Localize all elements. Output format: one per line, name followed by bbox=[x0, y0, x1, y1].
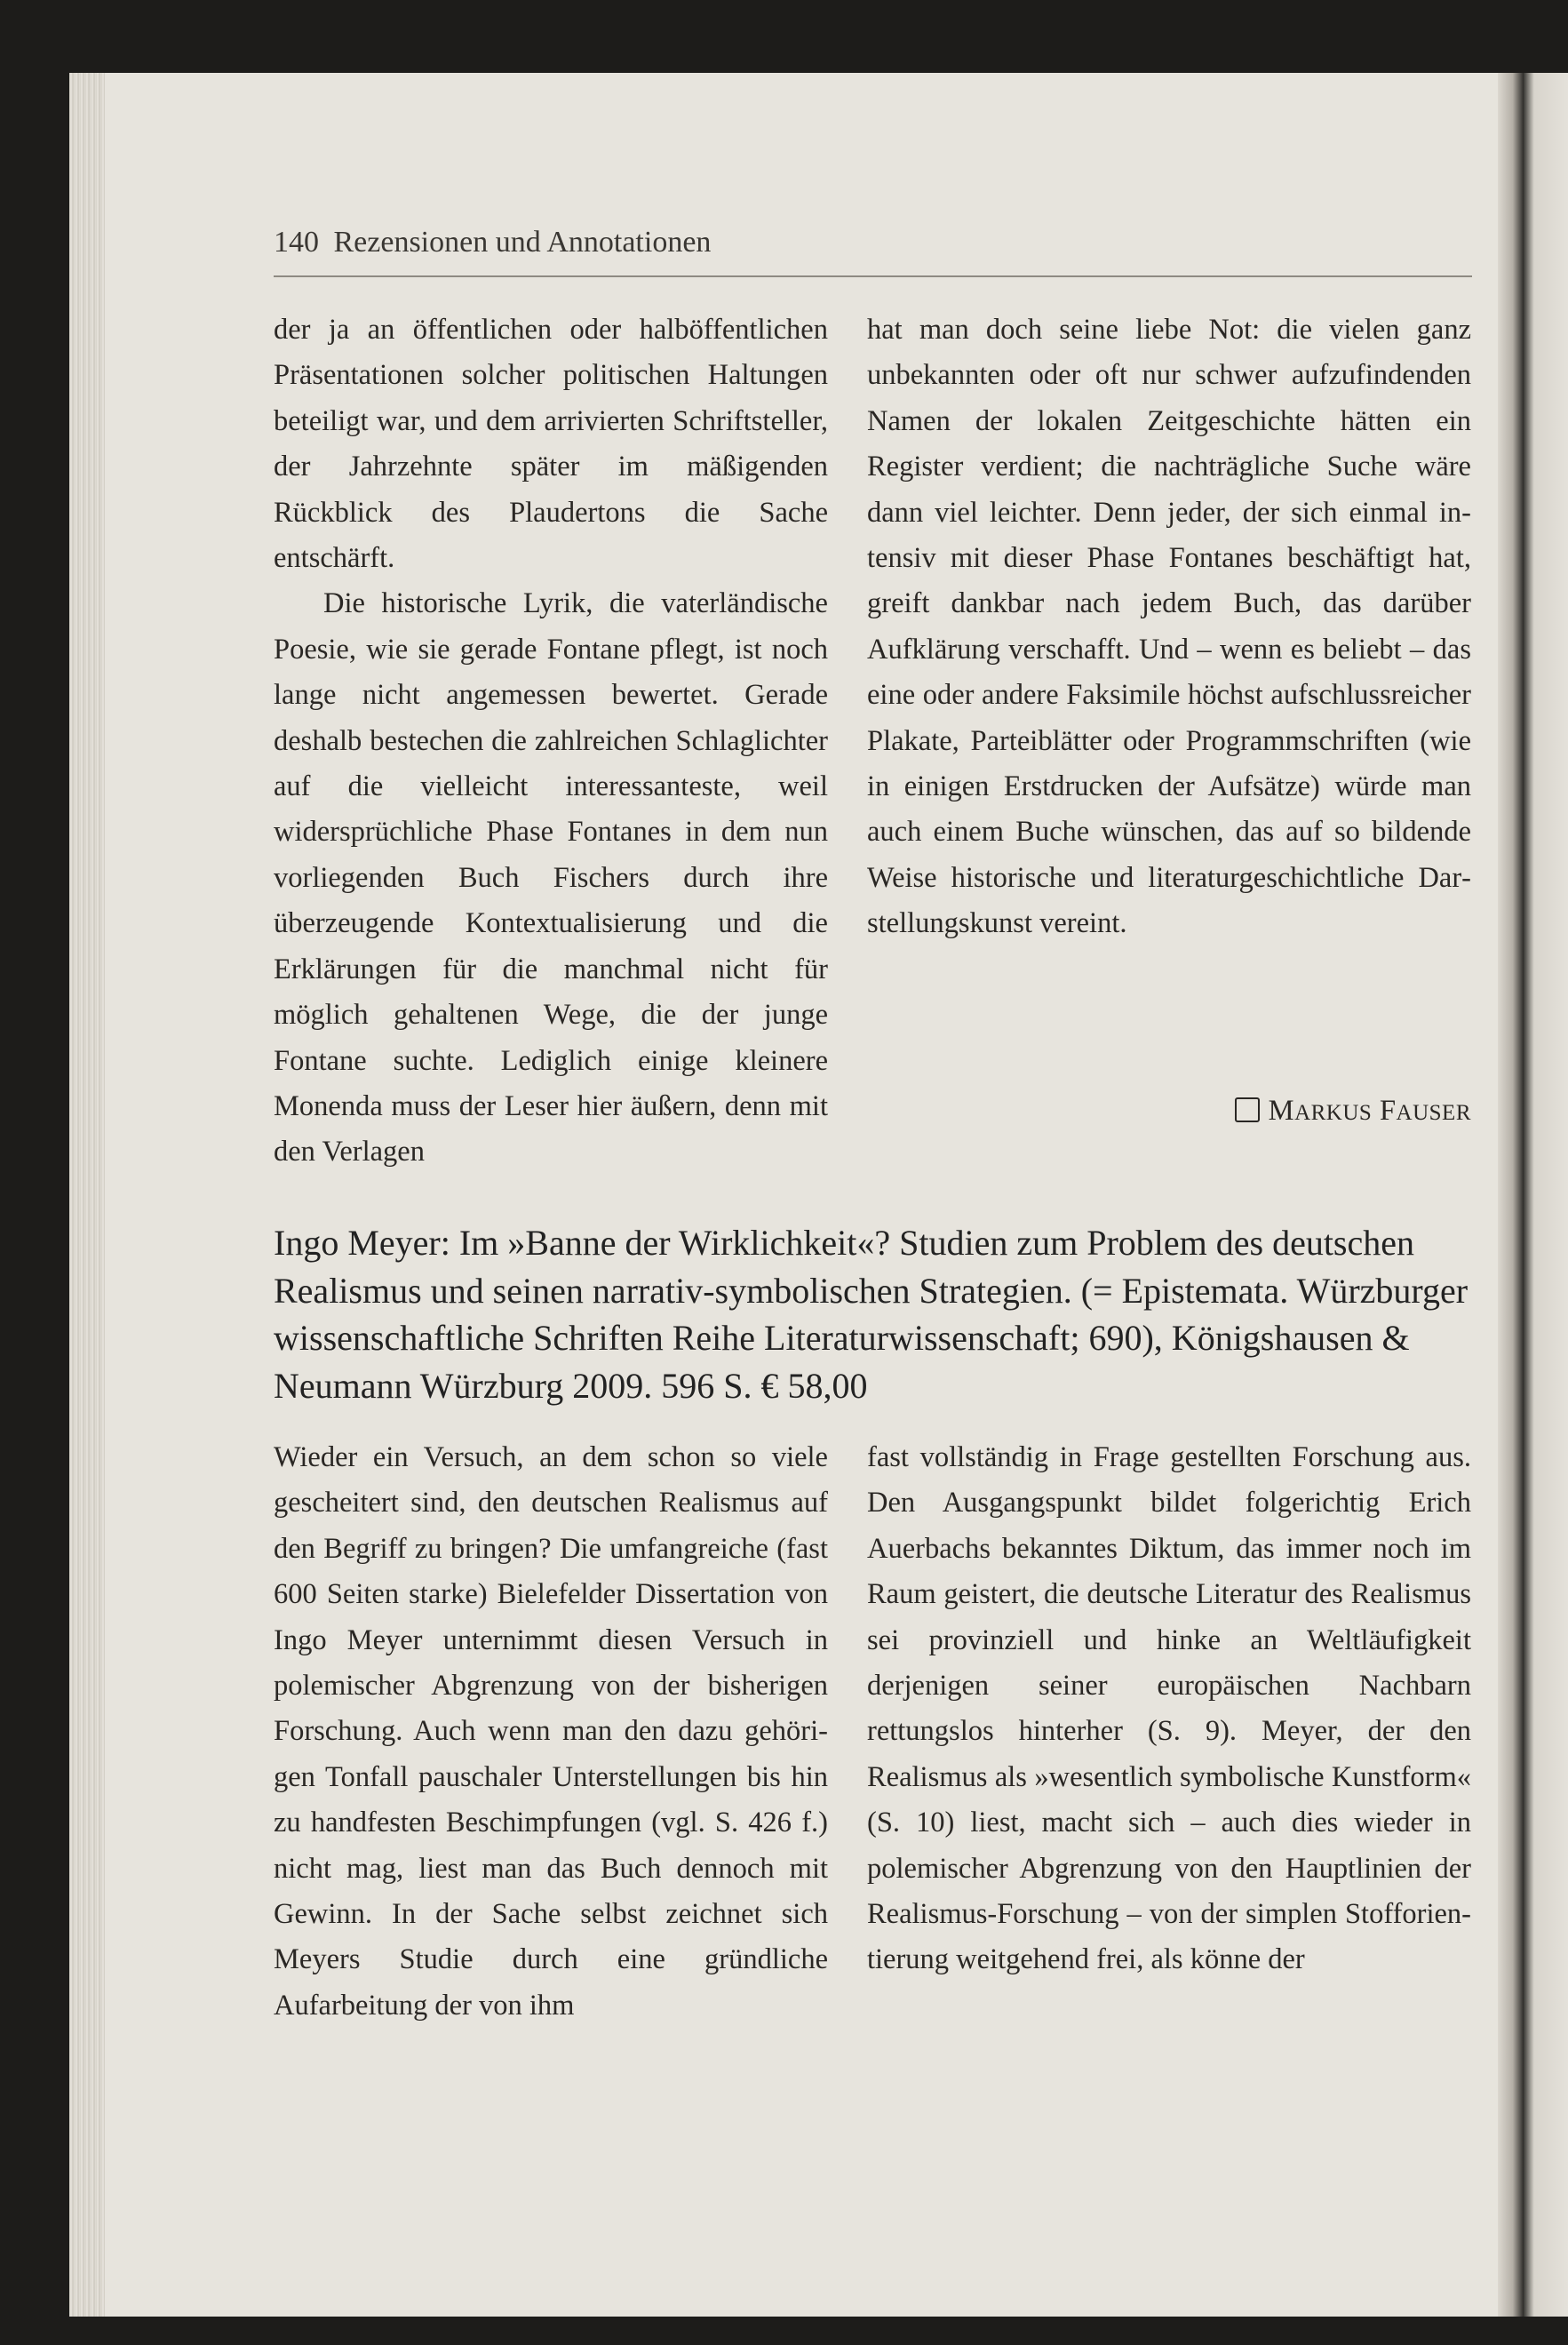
review1-paragraph-1: der ja an öffentlichen oder halböffentlichen Präsentationen solcher politischen Haltungen beteiligt war, und dem arrivierten Schriftsteller, der Jahrzehnte später im mäßigenden Rückblick des Plaudertons die Sache entschärft. bbox=[274, 314, 828, 575]
review2-paragraph-1: Wieder ein Versuch, an dem schon so viele gescheitert sind, den deutschen Realismus auf den Begriff zu bringen? Die umfangreiche (fast 600 Seiten starke) Bielefelder Dissertation von Ingo Meyer unternimmt diesen Versuch in polemischer Abgrenzung von der bisherigen Forschung. Auch wenn man den dazu gehörigen Tonfall pauschaler Unterstellungen bis hin zu handfesten Beschimpfungen (vgl. S. 426 f.) nicht mag, liest man das Buch dennoch mit Gewinn. In der Sache selbst zeichnet sich Meyers Studie durch eine gründliche Aufarbeitung der von ihm bbox=[274, 1441, 828, 2022]
review1-paragraph-2: Die historische Lyrik, die vaterländische Poesie, wie sie gerade Fontane pflegt, ist noch lange nicht angemessen bewertet. Gerade deshalb bestechen die zahlreichen Schlaglichter auf die vielleicht interessanteste, weil widersprüchliche Phase Fontanes in dem nun vorliegenden Buch Fischers durch ihre überzeugende Kontextualisierung und die Erklärungen für die manchmal nicht für möglich gehaltenen Wege, die der junge Fontane suchte. Lediglich einige kleinere Monenda muss der Leser hier äußern, denn mit den Verlagen bbox=[274, 587, 828, 1169]
square-bullet-icon bbox=[1235, 1097, 1260, 1122]
running-head bbox=[274, 226, 1472, 259]
section-title: Rezensionen und Annotationen bbox=[333, 226, 712, 259]
review1-column-right bbox=[867, 307, 1471, 947]
review2-column-left bbox=[274, 1435, 828, 2029]
reviewer-last-initial: F bbox=[1379, 1095, 1397, 1127]
facing-page-edge bbox=[1523, 73, 1568, 2317]
review2-paragraph-2: fast vollständig in Frage gestellten Forschung aus. Den Ausgangspunkt bildet folgerichtig Erich Auerbachs bekanntes Diktum, das immer noch im Raum geistert, die deutsche Literatur des Realismus sei provinziell und hinke an Weltläufigkeit derjenigen seiner europäischen Nachbarn rettungslos hinterher (S. 9). Meyer, der den Realismus als »wesentlich symbolische Kunstform« (S. 10) liest, macht sich – auch dies wieder in polemischer Abgrenzung von den Hauptlinien der Realismus-Forschung – von der simplen Stofforientierung weitgehend frei, als könne der bbox=[867, 1441, 1471, 1976]
reviewer-first-initial: M bbox=[1268, 1095, 1295, 1127]
header-rule bbox=[274, 275, 1472, 277]
review2-column-right bbox=[867, 1435, 1471, 1983]
reviewer-signature bbox=[867, 1095, 1471, 1128]
reviewer-last-rest: AUSER bbox=[1396, 1101, 1471, 1125]
review2-bibliographic-title: Ingo Meyer: Im »Banne der Wirklichkeit«? Studien zum Problem des deutschen Realismus und seinen narrativ-symbolischen Strategien. (= Epistemata. Würzburger wissenschaftliche Schriften Reihe Literaturwissenschaft; 690), Königshausen & Neumann Würzburg 2009. 596 S. € 58,00 bbox=[274, 1223, 1469, 1406]
page-number: 140 bbox=[274, 226, 319, 259]
review1-column-left bbox=[274, 307, 828, 1176]
reviewer-first-rest: ARKUS bbox=[1294, 1101, 1373, 1125]
review1-paragraph-3: hat man doch seine liebe Not: die vielen ganz unbekannten oder oft nur schwer aufzufindenden Namen der lokalen Zeitgeschichte hätten ein Register verdient; die nachträgliche Suche wäre dann viel leichter. Denn jeder, der sich einmal intensiv mit dieser Phase Fontanes beschäftigt hat, greift dankbar nach jedem Buch, das darüber Aufklärung verschafft. Und – wenn es beliebt – das eine oder andere Faksimile höchst aufschlussreicher Plakate, Parteiblätter oder Programmschriften (wie in einigen Erstdrucken der Aufsätze) würde man auch einem Buche wünschen, das auf so bildende Weise historische und literaturgeschichtliche Darstellungskunst vereint. bbox=[867, 314, 1471, 940]
book-gutter bbox=[1498, 73, 1523, 2317]
page-stack-edges bbox=[69, 73, 105, 2317]
